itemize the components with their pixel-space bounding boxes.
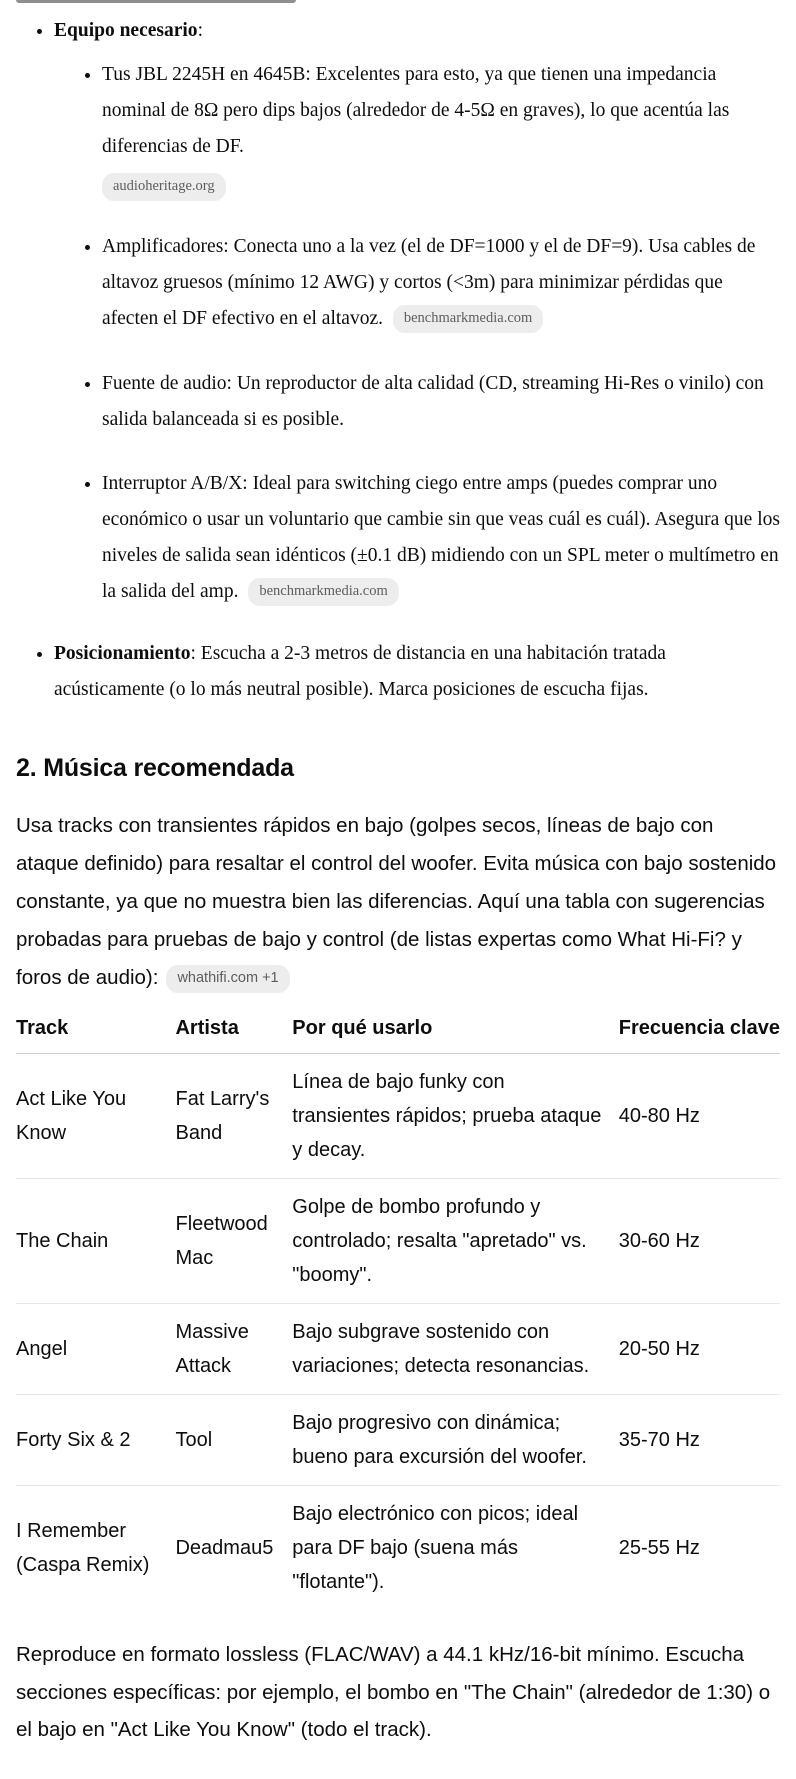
recommended-tracks-table <box>16 1015 780 1610</box>
intro-paragraph <box>16 807 780 997</box>
list-item-interruptor-abx <box>102 466 780 610</box>
list-item-text: Interruptor A/B/X: Ideal para switching ciego entre amps (puedes comprar uno económico o usar un voluntario que cambie sin que veas cuál es cuál). Asegura que los niveles de salida sean idénticos (±0.1 dB) midiendo con un SPL meter o multímetro en la salida del amp. <box>102 472 780 602</box>
cell-por-que: Golpe de bombo profundo y controlado; resalta "apretado" vs. "boomy". <box>292 1178 618 1303</box>
cell-artista: Fleetwood Mac <box>175 1178 292 1303</box>
outro-paragraph: Reproduce en formato lossless (FLAC/WAV) a 44.1 kHz/16-bit mínimo. Escucha secciones específicas: por ejemplo, el bombo en "The Chain" (alrededor de 1:30) o el bajo en "Act Like You Know" (todo el track). <box>16 1642 771 1742</box>
citation-pill-benchmarkmedia-2[interactable]: benchmarkmedia.com <box>248 578 398 606</box>
citation-pill-benchmarkmedia[interactable]: benchmarkmedia.com <box>393 305 543 333</box>
equipment-section <box>16 13 780 708</box>
equipment-title-colon: : <box>197 20 203 41</box>
table-row <box>16 1178 780 1303</box>
cell-frecuencia: 35-70 Hz <box>619 1394 780 1485</box>
list-item-equipo-necesario <box>54 13 780 610</box>
cell-por-que: Bajo subgrave sostenido con variaciones; detecta resonancias. <box>292 1303 618 1394</box>
list-item-fuente-audio <box>102 366 780 438</box>
cell-frecuencia: 30-60 Hz <box>619 1178 780 1303</box>
equipment-list <box>16 13 780 708</box>
cell-track: Forty Six & 2 <box>16 1394 175 1485</box>
section-heading-musica-recomendada: 2. Música recomendada <box>16 754 294 782</box>
cell-por-que: Bajo progresivo con dinámica; bueno para excursión del woofer. <box>292 1394 618 1485</box>
cell-por-que: Línea de bajo funky con transientes rápidos; prueba ataque y decay. <box>292 1053 618 1178</box>
citation-pill-whathifi[interactable]: whathifi.com +1 <box>166 965 289 993</box>
cell-por-que: Bajo electrónico con picos; ideal para DF bajo (suena más "flotante"). <box>292 1502 579 1593</box>
column-header-artista: Artista <box>175 1015 292 1054</box>
list-item-posicionamiento <box>54 636 780 708</box>
cell-frecuencia: 40-80 Hz <box>619 1053 780 1178</box>
positioning-text: : Escucha a 2-3 metros de distancia en una habitación tratada acústicamente (o lo más neutral posible). Marca posiciones de escucha fijas. <box>54 642 666 700</box>
cell-frecuencia: 25-55 Hz <box>618 1536 700 1559</box>
equipment-sublist <box>54 57 780 610</box>
cell-track: Act Like You Know <box>16 1053 175 1178</box>
table-row <box>16 1303 780 1394</box>
table-row <box>16 1485 780 1610</box>
equipment-title: Equipo necesario <box>54 20 198 41</box>
column-header-por-que-usarlo: Por qué usarlo <box>292 1015 618 1054</box>
list-item-text: Tus JBL 2245H en 4645B: Excelentes para esto, ya que tienen una impedancia nominal de 8Ω pero dips bajos (alrededor de 4-5Ω en graves), lo que acentúa las diferencias de DF. <box>102 64 730 158</box>
cell-track: Angel <box>16 1303 175 1394</box>
cell-track: The Chain <box>16 1178 175 1303</box>
cutoff-element-fragment <box>16 0 296 3</box>
cell-artista: Deadmau5 <box>175 1536 274 1559</box>
cell-artista: Fat Larry's Band <box>175 1053 292 1178</box>
cell-frecuencia: 20-50 Hz <box>619 1303 780 1394</box>
list-item-text: Fuente de audio: Un reproductor de alta calidad (CD, streaming Hi-Res o vinilo) con salida balanceada si es posible. <box>102 372 764 430</box>
positioning-title: Posicionamiento <box>54 642 191 664</box>
cell-track: I Remember (Caspa Remix) <box>16 1519 150 1576</box>
column-header-track: Track <box>16 1015 175 1054</box>
table-row <box>16 1394 780 1485</box>
list-item-amplificadores <box>102 229 780 337</box>
list-item-text: Amplificadores: Conecta uno a la vez (el de DF=1000 y el de DF=9). Usa cables de altavoz gruesos (mínimo 12 AWG) y cortos (<3m) para minimizar pérdidas que afecten el DF efectivo en el altavoz. <box>102 236 756 330</box>
list-item-jbl-speakers <box>102 57 780 201</box>
cell-artista: Tool <box>175 1394 292 1485</box>
citation-pill-audioheritage[interactable]: audioheritage.org <box>102 173 226 201</box>
column-header-frecuencia-clave: Frecuencia clave <box>619 1015 780 1054</box>
table-row <box>16 1053 780 1178</box>
cell-artista: Massive Attack <box>175 1303 292 1394</box>
intro-text: Usa tracks con transientes rápidos en bajo (golpes secos, líneas de bajo con ataque definido) para resaltar el control del woofer. Evita música con bajo sostenido constante, ya que no muestra bien las diferencias. Aquí una tabla con sugerencias probadas para pruebas de bajo y control (de listas expertas como What Hi-Fi? y foros de audio): <box>16 814 777 989</box>
table-header-row <box>16 1015 780 1054</box>
